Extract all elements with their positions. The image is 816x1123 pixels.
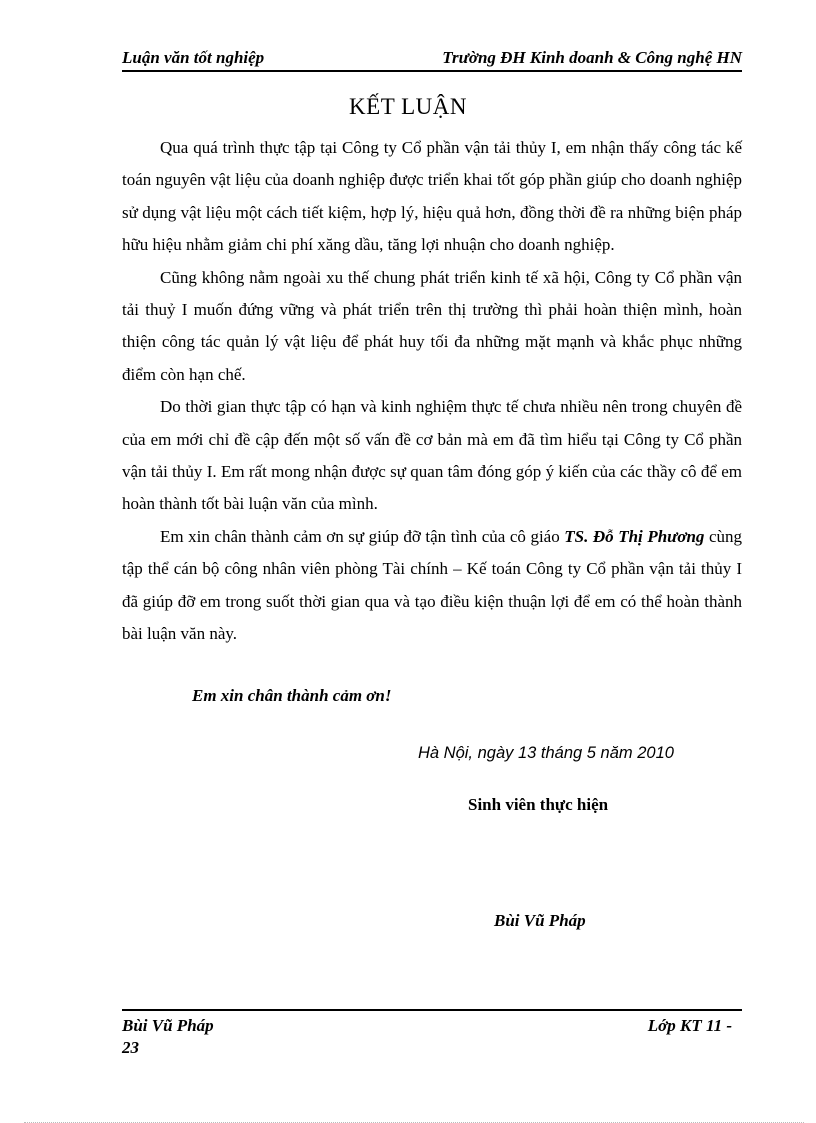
- header-university: Trường ĐH Kinh doanh & Công nghệ HN: [442, 48, 742, 67]
- advisor-name: TS. Đỗ Thị Phương: [564, 526, 705, 546]
- signature-date: Hà Nội, ngày 13 tháng 5 năm 2010: [418, 744, 674, 762]
- paragraph-3: Do thời gian thực tập có hạn và kinh nghiệm thực tế chưa nhiều nên trong chuyên đề của em mới chỉ đề cập đến một số vấn đề cơ bản mà em đã tìm hiểu tại Công ty Cổ phần vận tải thủy I. Em rất mong nhận được sự quan tâm đóng góp ý kiến của các thầy cô để em hoàn thành tốt bài luận văn của mình.: [122, 397, 742, 514]
- paragraph-2: Cũng không nằm ngoài xu thế chung phát triển kinh tế xã hội, Công ty Cổ phần vận tải thuỷ I muốn đứng vững và phát triển trên thị trường thì phải hoàn thiện mình, hoàn thiện công tác quản lý vật liệu để phát huy tối đa những mặt mạnh và khắc phục những điểm còn hạn chế.: [122, 267, 742, 384]
- footer-author: Bùi Vũ Pháp: [122, 1016, 214, 1035]
- page-title: KẾT LUẬN: [349, 94, 467, 119]
- paragraph-4-rest: cùng tập thể cán bộ công nhân viên phòng Tài chính – Kế toán Công ty Cổ phần vận tải thủy I đã giúp đỡ em trong suốt thời gian qua và tạo điều kiện thuận lợi để em có thể hoàn thành bài luận văn này.: [122, 526, 743, 644]
- closing-thanks: Em xin chân thành cảm ơn!: [192, 686, 392, 705]
- paragraph-4-intro: Em xin chân thành cảm ơn sự giúp đỡ tận tình của cô giáo: [160, 526, 565, 546]
- footer-divider: [122, 1009, 742, 1011]
- footer-class: Lớp KT 11 -: [647, 1016, 732, 1035]
- header-thesis-label: Luận văn tốt nghiệp: [122, 48, 265, 67]
- page-header: [122, 48, 742, 72]
- signature-role: Sinh viên thực hiện: [468, 795, 609, 814]
- signature-name: Bùi Vũ Pháp: [494, 911, 586, 930]
- paragraph-1: Qua quá trình thực tập tại Công ty Cổ phần vận tải thủy I, em nhận thấy công tác kế toán nguyên vật liệu của doanh nghiệp được triển khai tốt góp phần giúp cho doanh nghiệp sử dụng vật liệu một cách tiết kiệm, hợp lý, hiệu quả hơn, đồng thời đề ra những biện pháp hữu hiệu nhằm giảm chi phí xăng dầu, tăng lợi nhuận cho doanh nghiệp.: [122, 138, 742, 255]
- footer-page-number: 23: [122, 1038, 139, 1057]
- paragraph-4: [122, 521, 742, 651]
- conclusion-body: [122, 132, 742, 651]
